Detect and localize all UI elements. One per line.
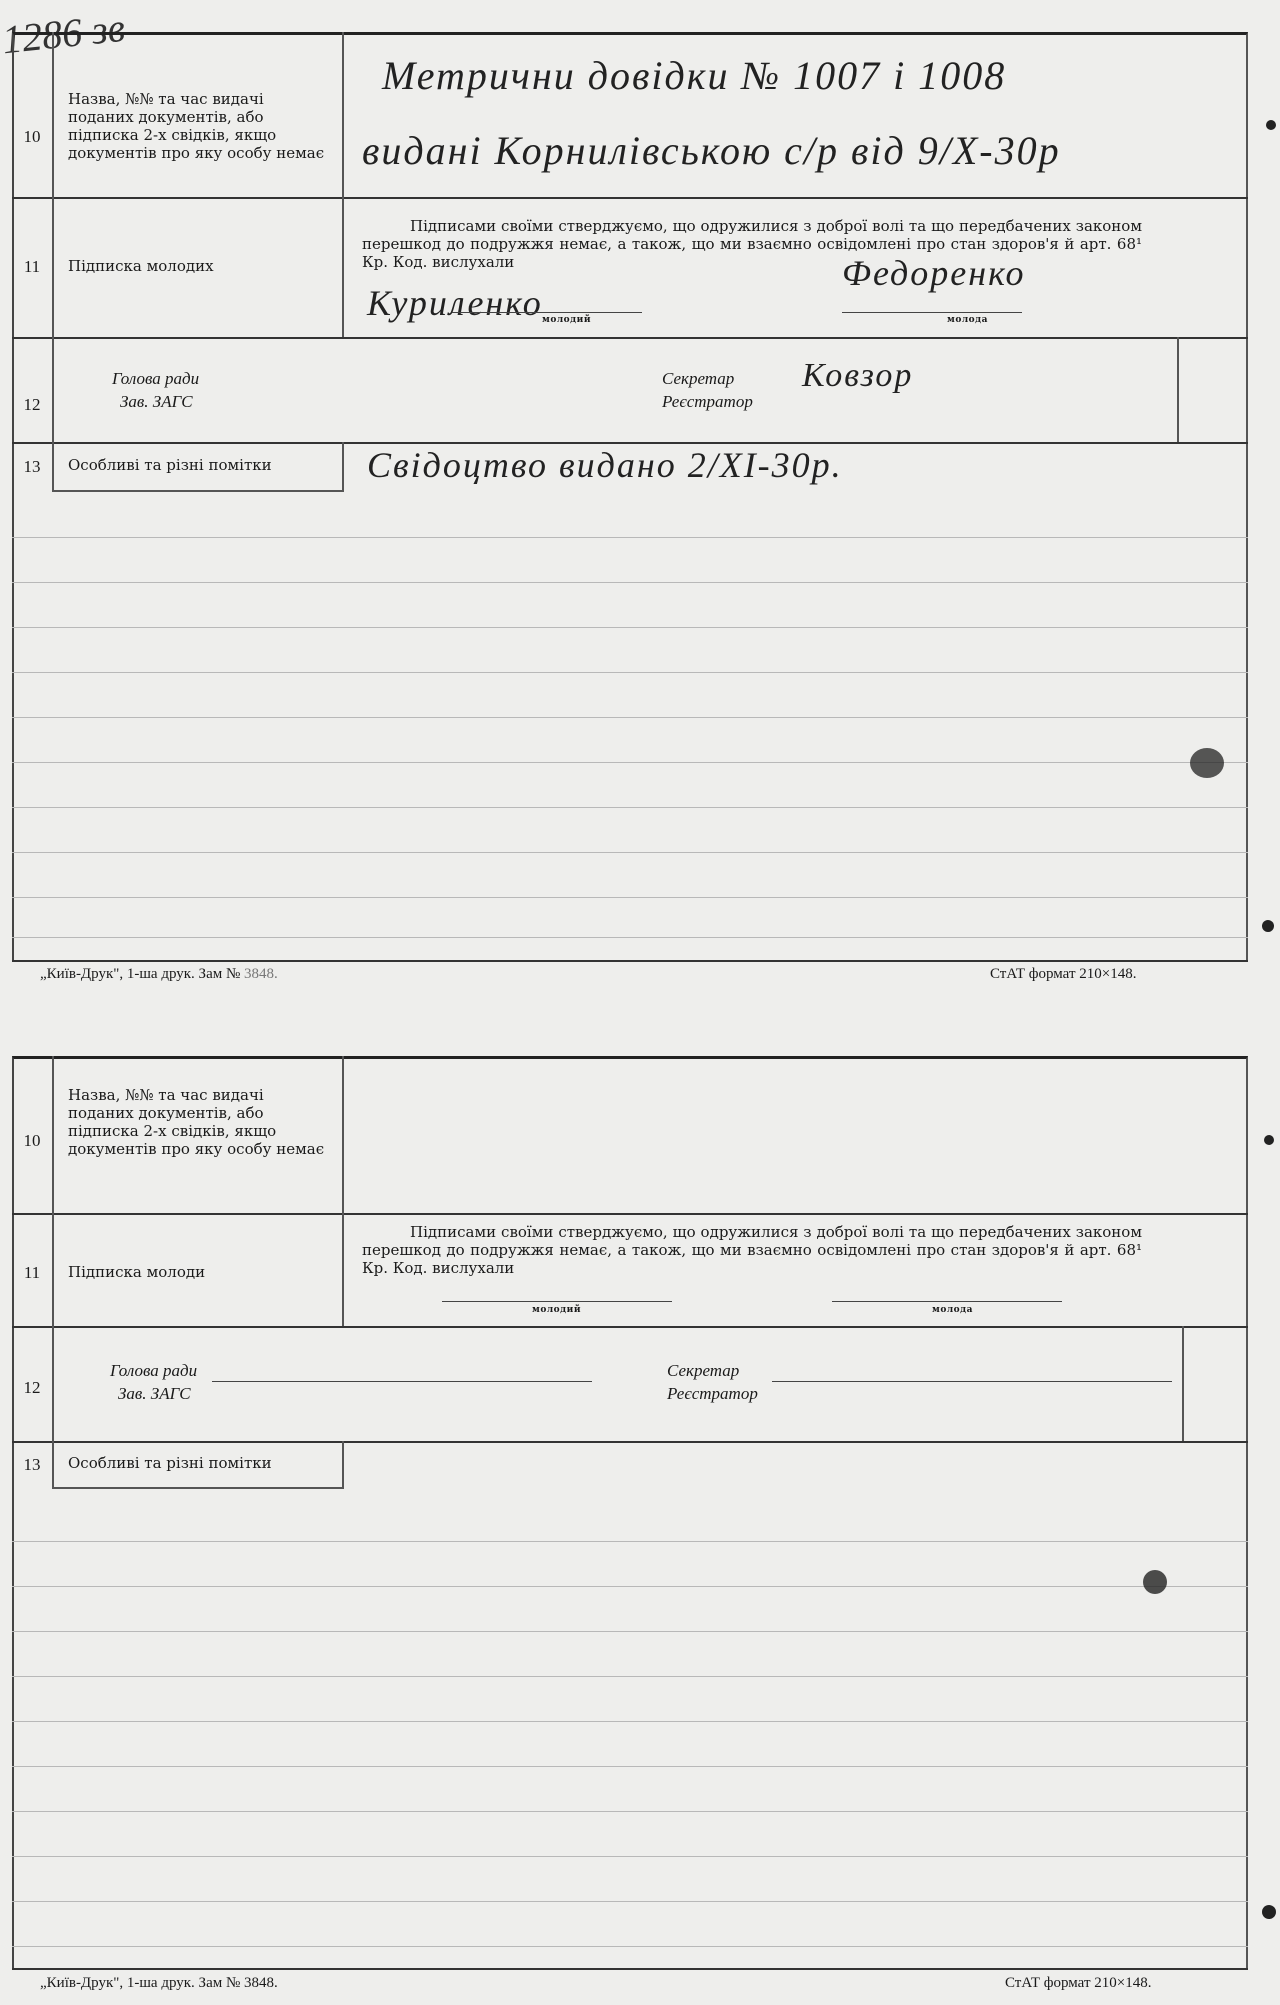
row-number: 11 bbox=[23, 257, 41, 276]
ruled-line bbox=[12, 717, 1248, 718]
zags-head-label: Зав. ЗАГС bbox=[118, 1384, 191, 1403]
ruled-line bbox=[12, 1856, 1248, 1857]
row-label: Особливі та різні помітки bbox=[52, 1441, 344, 1489]
row-number: 13 bbox=[23, 457, 41, 476]
column-divider bbox=[52, 1326, 54, 1441]
ruled-line bbox=[12, 1946, 1248, 1947]
row-12-officials bbox=[12, 1326, 1248, 1456]
registrar-label: Реєстратор bbox=[662, 392, 753, 411]
registrar-signature: Ковзор bbox=[802, 357, 914, 394]
ruled-line bbox=[12, 1901, 1248, 1902]
row-label: Підписка молодих bbox=[52, 197, 344, 337]
order-number: 3848. bbox=[244, 966, 278, 982]
head-of-council-label: Голова ради bbox=[110, 1361, 198, 1380]
row-label: Назва, №№ та час видачі поданих документів, або підписка 2-х свідків, якщо документів про яку особу немає bbox=[52, 1056, 344, 1213]
head-signature-line bbox=[212, 1381, 592, 1382]
ink-blot bbox=[1262, 920, 1274, 932]
row-number: 12 bbox=[23, 1378, 41, 1397]
printer-imprint bbox=[40, 966, 278, 983]
printer-imprint-text: „Київ-Друк", 1-ша друк. Зам № bbox=[40, 1975, 241, 1991]
row-number: 10 bbox=[23, 1131, 41, 1150]
handwritten-docs-line-1: Метрични довідки № 1007 і 1008 bbox=[382, 53, 1007, 98]
secretary-label: Секретар bbox=[667, 1361, 740, 1380]
ruled-line bbox=[12, 1721, 1248, 1722]
row-10-documents bbox=[12, 1056, 1248, 1213]
ruled-line bbox=[12, 537, 1248, 538]
bride-caption: молода bbox=[932, 1305, 973, 1315]
row-13-notes bbox=[12, 1441, 1248, 1489]
ruled-line bbox=[12, 582, 1248, 583]
row-11-signatures bbox=[12, 1213, 1248, 1326]
printer-imprint bbox=[40, 1975, 278, 1992]
consent-statement: Підписами своїми стверджуємо, що одружилися з доброї волі та що передбачених законом перешкод до подружжя немає, а також, що ми взаємно освідомлені про стан здоров'я й арт. 68¹ Кр. Код. вислухали bbox=[362, 1223, 1142, 1277]
handwritten-notes: Свідоцтво видано 2/XI-30р. bbox=[367, 445, 843, 485]
bride-caption: молода bbox=[947, 315, 988, 325]
column-divider bbox=[1177, 337, 1179, 442]
consent-statement: Підписами своїми стверджуємо, що одружилися з доброї волі та що передбачених законом перешкод до подружжя немає, а також, що ми взаємно освідомлені про стан здоров'я й арт. 68¹ Кр. Код. вислухали bbox=[362, 217, 1142, 271]
bride-signature-line bbox=[832, 1301, 1062, 1302]
ruled-line bbox=[12, 1586, 1248, 1587]
groom-caption: молодий bbox=[532, 1305, 582, 1315]
ink-blot bbox=[1190, 748, 1224, 778]
row-label: Назва, №№ та час видачі поданих документів, або підписка 2-х свідків, якщо документів про яку особу немає bbox=[52, 32, 344, 197]
row-10-documents bbox=[12, 32, 1248, 197]
row-label: Підписка молоди bbox=[52, 1213, 344, 1326]
ruled-line bbox=[12, 627, 1248, 628]
row-number: 11 bbox=[23, 1263, 41, 1282]
marriage-record-form-bottom bbox=[12, 1056, 1248, 1970]
groom-caption: молодий bbox=[542, 315, 592, 325]
row-number: 12 bbox=[23, 395, 41, 414]
zags-head-label: Зав. ЗАГС bbox=[120, 392, 193, 411]
printer-imprint-text: „Київ-Друк", 1-ша друк. Зам № bbox=[40, 966, 241, 982]
head-of-council-label: Голова ради bbox=[112, 369, 200, 388]
row-11-signatures bbox=[12, 197, 1248, 337]
handwritten-docs-line-2: видані Корнилівською с/р від 9/X-30р bbox=[362, 128, 1061, 173]
ruled-line bbox=[12, 1631, 1248, 1632]
format-note: СтАТ формат 210×148. bbox=[1005, 1975, 1152, 1991]
marriage-record-form-top bbox=[12, 32, 1248, 962]
ruled-line bbox=[12, 672, 1248, 673]
ruled-line bbox=[12, 1676, 1248, 1677]
ink-blot bbox=[1264, 1135, 1274, 1145]
bride-signature-line bbox=[842, 312, 1022, 313]
form-bottom-border bbox=[12, 960, 1248, 962]
order-number: 3848. bbox=[244, 1975, 278, 1991]
column-divider bbox=[52, 337, 54, 442]
groom-signature: Куриленко bbox=[367, 283, 543, 323]
row-13-notes bbox=[12, 442, 1248, 492]
ruled-line bbox=[12, 897, 1248, 898]
registrar-label: Реєстратор bbox=[667, 1384, 758, 1403]
ruled-line bbox=[12, 1541, 1248, 1542]
archive-folio-mark: 1286 зв bbox=[0, 4, 127, 63]
row-number: 13 bbox=[23, 1455, 41, 1474]
groom-signature-line bbox=[442, 1301, 672, 1302]
row-label: Особливі та різні помітки bbox=[52, 442, 344, 492]
groom-signature-line bbox=[452, 312, 642, 313]
ruled-line bbox=[12, 807, 1248, 808]
ink-blot bbox=[1262, 1905, 1276, 1919]
ruled-line bbox=[12, 1811, 1248, 1812]
registrar-signature-line bbox=[772, 1381, 1172, 1382]
format-note: СтАТ формат 210×148. bbox=[990, 966, 1137, 982]
form-bottom-border bbox=[12, 1968, 1248, 1970]
ruled-line bbox=[12, 1766, 1248, 1767]
bride-signature: Федоренко bbox=[842, 253, 1026, 293]
ink-blot bbox=[1143, 1570, 1167, 1594]
row-number: 10 bbox=[23, 127, 41, 146]
ruled-line bbox=[12, 937, 1248, 938]
secretary-label: Секретар bbox=[662, 369, 735, 388]
ruled-line bbox=[12, 852, 1248, 853]
column-divider bbox=[1182, 1326, 1184, 1441]
ink-blot bbox=[1266, 120, 1276, 130]
ruled-line bbox=[12, 762, 1248, 763]
